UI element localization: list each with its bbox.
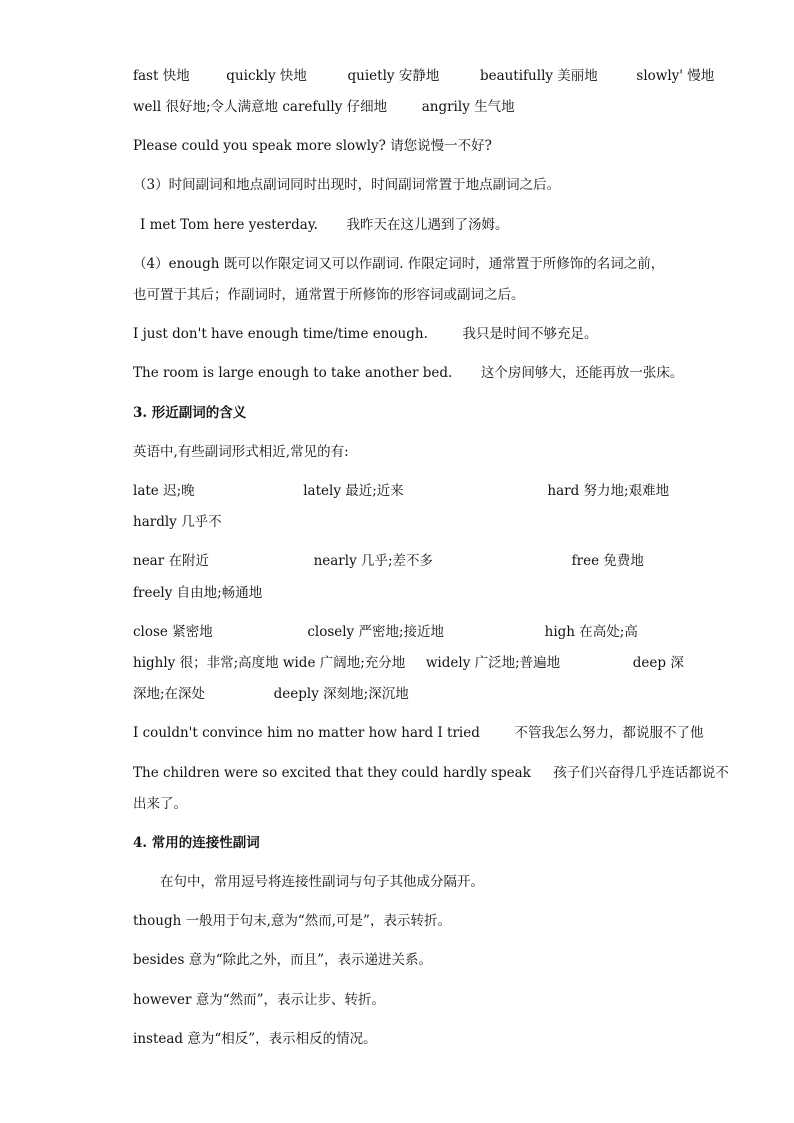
- adverb-entry: slowly' 慢地: [636, 68, 715, 84]
- similar-adverb-row-3-cont2: [133, 684, 661, 704]
- conjunctive-though: though 一般用于句末,意为“然而,可是”，表示转折。: [133, 913, 451, 929]
- example-english: I just don't have enough time/time enough.: [133, 326, 428, 342]
- rule-4-line-2: 也可置于其后；作副词时，通常置于所修饰的形容词或副词之后。: [133, 287, 525, 303]
- adverb-entry: near 在附近: [133, 553, 209, 569]
- adverb-entry: hard 努力地;艰难地: [547, 483, 670, 499]
- adverb-list-row-1: [133, 66, 715, 86]
- example-chinese: 不管我怎么努力，都说服不了他: [514, 725, 704, 741]
- adverb-entry: free 免费地: [571, 553, 644, 569]
- adverb-entry: fast 快地: [133, 68, 190, 84]
- example-english: I couldn't convince him no matter how hard I tried: [133, 725, 480, 741]
- section-heading-4: 4. 常用的连接性副词: [133, 835, 260, 851]
- adverb-entry: lately 最近;近来: [303, 483, 404, 499]
- section-4-intro: 在句中，常用逗号将连接性副词与句子其他成分隔开。: [160, 874, 484, 890]
- example-speak: Please could you speak more slowly? 请您说慢一不好?: [133, 138, 492, 154]
- example-chinese: 我只是时间不够充足。: [462, 326, 598, 342]
- adverb-entry: deeply 深刻地;深沉地: [273, 686, 409, 702]
- example-chinese: 这个房间够大，还能再放一张床。: [480, 365, 684, 381]
- adverb-entry: widely 广泛地;普遍地: [425, 655, 561, 671]
- conjunctive-however: however 意为“然而”，表示让步、转折。: [133, 992, 386, 1008]
- adverb-entry: deep 深: [632, 655, 684, 671]
- example-children: [133, 763, 729, 783]
- adverb-entry: 深地;在深处: [133, 686, 206, 702]
- example-children-cont: 出来了。: [133, 796, 187, 812]
- similar-adverb-row-3: [133, 622, 661, 642]
- adverb-entry: carefully 仔细地: [282, 99, 388, 115]
- adverb-entry: well 很好地;令人满意地: [133, 99, 279, 115]
- example-english: The room is large enough to take another bed.: [133, 365, 453, 381]
- similar-adverb-row-3-cont: [133, 653, 684, 673]
- adverb-entry: quietly 安静地: [347, 68, 440, 84]
- adverb-entry: nearly 几乎;差不多: [313, 553, 434, 569]
- adverb-entry: close 紧密地: [133, 624, 213, 640]
- example-chinese: 我昨天在这儿遇到了汤姆。: [346, 217, 509, 233]
- adverb-entry: quickly 快地: [226, 68, 307, 84]
- adverb-entry: angrily 生气地: [421, 99, 515, 115]
- section-3-intro: 英语中,有些副词形式相近,常见的有:: [133, 444, 349, 460]
- adverb-entry: late 迟;晚: [133, 483, 195, 499]
- example-english: The children were so excited that they could hardly speak: [133, 765, 531, 781]
- example-enough-time: [133, 324, 661, 344]
- adverb-entry: beautifully 美丽地: [479, 68, 598, 84]
- section-heading-3: 3. 形近副词的含义: [133, 405, 247, 421]
- adverb-entry: highly 很；非常;高度地 wide 广阔地;充分地: [133, 655, 406, 671]
- example-room: [133, 363, 684, 383]
- rule-4-line-1: （4）enough 既可以作限定词又可以作副词. 作限定词时，通常置于所修饰的名词之前，: [133, 256, 665, 272]
- example-english: I met Tom here yesterday.: [140, 217, 318, 233]
- conjunctive-instead: instead 意为“相反”，表示相反的情况。: [133, 1031, 377, 1047]
- example-convince: [133, 723, 704, 743]
- example-tom: [140, 215, 668, 235]
- similar-adverb-row-1-cont: hardly 几乎不: [133, 514, 222, 530]
- conjunctive-besides: besides 意为“除此之外，而且”，表示递进关系。: [133, 952, 433, 968]
- adverb-list-row-2: [133, 97, 661, 117]
- adverb-entry: closely 严密地;接近地: [307, 624, 445, 640]
- example-chinese: 孩子们兴奋得几乎连话都说不: [553, 765, 729, 781]
- rule-3: （3）时间副词和地点副词同时出现时，时间副词常置于地点副词之后。: [133, 177, 561, 193]
- similar-adverb-row-2-cont: freely 自由地;畅通地: [133, 585, 263, 601]
- similar-adverb-row-1: [133, 481, 670, 501]
- adverb-entry: high 在高处;高: [544, 624, 638, 640]
- similar-adverb-row-2: [133, 551, 661, 571]
